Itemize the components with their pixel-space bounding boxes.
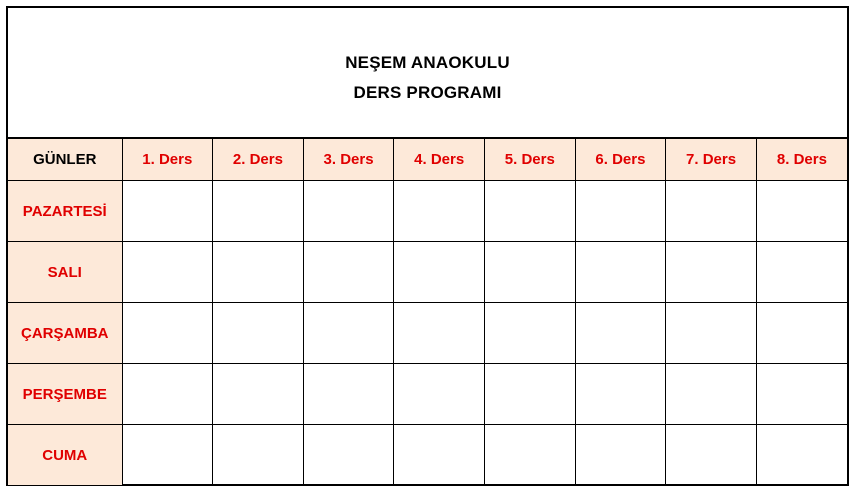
lesson-header: 4. Ders <box>394 139 485 181</box>
title-block <box>8 8 847 139</box>
lesson-cell[interactable] <box>756 364 847 425</box>
lesson-cell[interactable] <box>122 242 213 303</box>
lesson-header: 7. Ders <box>666 139 757 181</box>
lesson-cell[interactable] <box>213 181 304 242</box>
table-header-row <box>8 139 847 181</box>
day-label: CUMA <box>8 425 122 486</box>
schedule-title: DERS PROGRAMI <box>353 82 502 102</box>
lesson-cell[interactable] <box>666 303 757 364</box>
lesson-cell[interactable] <box>575 364 666 425</box>
lesson-cell[interactable] <box>575 303 666 364</box>
lesson-cell[interactable] <box>666 181 757 242</box>
lesson-header: 8. Ders <box>756 139 847 181</box>
lesson-cell[interactable] <box>485 181 576 242</box>
lesson-cell[interactable] <box>666 425 757 486</box>
lesson-cell[interactable] <box>303 303 394 364</box>
lesson-header: 2. Ders <box>213 139 304 181</box>
lesson-cell[interactable] <box>122 181 213 242</box>
school-name: NEŞEM ANAOKULU <box>345 52 510 72</box>
day-label: PERŞEMBE <box>8 364 122 425</box>
lesson-header: 6. Ders <box>575 139 666 181</box>
days-column-header: GÜNLER <box>8 139 122 181</box>
day-label: PAZARTESİ <box>8 181 122 242</box>
lesson-cell[interactable] <box>303 181 394 242</box>
lesson-cell[interactable] <box>756 242 847 303</box>
lesson-cell[interactable] <box>394 303 485 364</box>
lesson-cell[interactable] <box>666 364 757 425</box>
table-row <box>8 364 847 425</box>
table-row <box>8 181 847 242</box>
lesson-cell[interactable] <box>756 181 847 242</box>
lesson-cell[interactable] <box>394 181 485 242</box>
lesson-cell[interactable] <box>213 364 304 425</box>
lesson-cell[interactable] <box>303 425 394 486</box>
day-label: ÇARŞAMBA <box>8 303 122 364</box>
lesson-cell[interactable] <box>485 364 576 425</box>
lesson-cell[interactable] <box>394 242 485 303</box>
schedule-sheet <box>6 6 849 486</box>
lesson-cell[interactable] <box>756 303 847 364</box>
lesson-cell[interactable] <box>213 425 304 486</box>
lesson-cell[interactable] <box>303 364 394 425</box>
lesson-cell[interactable] <box>575 425 666 486</box>
lesson-cell[interactable] <box>485 303 576 364</box>
lesson-header: 3. Ders <box>303 139 394 181</box>
lesson-cell[interactable] <box>394 364 485 425</box>
lesson-cell[interactable] <box>575 242 666 303</box>
table-row <box>8 242 847 303</box>
lesson-header: 5. Ders <box>485 139 576 181</box>
lesson-cell[interactable] <box>122 425 213 486</box>
lesson-cell[interactable] <box>485 242 576 303</box>
table-row <box>8 303 847 364</box>
lesson-cell[interactable] <box>303 242 394 303</box>
lesson-cell[interactable] <box>756 425 847 486</box>
schedule-table <box>8 139 847 485</box>
table-row <box>8 425 847 486</box>
lesson-cell[interactable] <box>122 364 213 425</box>
lesson-cell[interactable] <box>485 425 576 486</box>
lesson-header: 1. Ders <box>122 139 213 181</box>
lesson-cell[interactable] <box>666 242 757 303</box>
lesson-cell[interactable] <box>213 303 304 364</box>
lesson-cell[interactable] <box>394 425 485 486</box>
day-label: SALI <box>8 242 122 303</box>
lesson-cell[interactable] <box>213 242 304 303</box>
lesson-cell[interactable] <box>122 303 213 364</box>
lesson-cell[interactable] <box>575 181 666 242</box>
